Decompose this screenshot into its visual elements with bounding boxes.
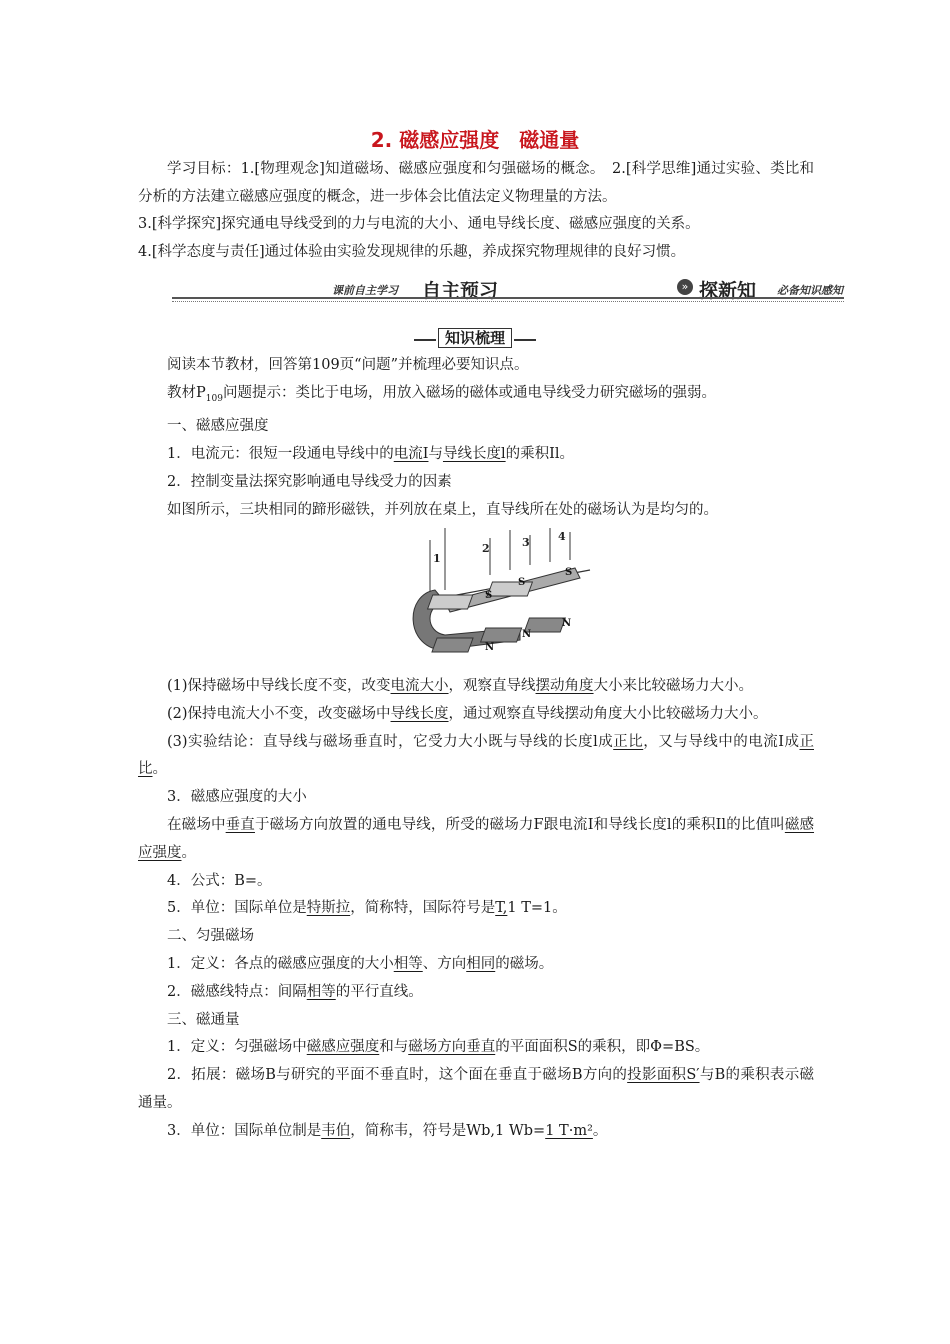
section-banner [172, 278, 844, 300]
banner-right-label: 必备知识感知 [777, 284, 843, 297]
objective-1-2: 学习目标：1.[物理观念]知道磁场、磁感应强度和匀强磁场的概念。 2.[科学思维]通过实验、类比和分析的方法建立磁感应强度的概念，进一步体会比值法定义物理量的方法。 [138, 161, 814, 205]
content-block-2 [138, 673, 814, 1146]
uniform-field-definition: 1．定义：各点的磁感应强度的大小相等、方向相同的磁场。 [167, 955, 554, 972]
horseshoe-magnets-figure [400, 520, 600, 670]
flux-definition: 1．定义：匀强磁场中磁感应强度和与磁场方向垂直的平面面积S的乘积，即Φ=BS。 [167, 1039, 710, 1056]
pole-s-1: S [485, 590, 493, 601]
intro-2: 教材$P_{109}$问题提示：类比于电场，用放入磁场的磁体或通电导线受力研究磁场的强弱。 [167, 384, 716, 404]
banner-arrow-icon: » [677, 279, 693, 295]
banner-title-2: 探新知 [699, 280, 757, 302]
label-4: 4 [558, 530, 566, 543]
pole-n-1: N [485, 642, 495, 653]
label-2: 2 [482, 542, 490, 555]
flux-unit: 3．单位：国际单位制是韦伯，简称韦，符号是Wb,1 Wb=1 T·m²。 [167, 1122, 608, 1139]
section-heading-label: 知识梳理 [438, 328, 512, 348]
pole-s-2: S [518, 577, 526, 588]
heading-1: 一、磁感应强度 [167, 418, 269, 435]
flux-extension: 2．拓展：磁场B与研究的平面不垂直时，这个面在垂直于磁场B方向的投影面积S′与B的乘积表示磁通量。 [138, 1067, 814, 1111]
banner-rule [172, 297, 844, 299]
heading-2: 二、匀强磁场 [167, 928, 254, 945]
content-block-1 [138, 352, 814, 525]
label-3: 3 [522, 536, 530, 549]
pole-s-3: S [565, 567, 573, 578]
item-formula: 4．公式：B=。 [167, 872, 272, 889]
page-title: 2. 磁感应强度 磁通量 [370, 128, 580, 152]
heading-3: 三、磁通量 [167, 1011, 240, 1028]
experiment-step-2: (2)保持电流大小不变，改变磁场中导线长度，通过观察直导线摆动角度大小比较磁场力大小。 [167, 705, 768, 722]
item-unit: 5．单位：国际单位是特斯拉，简称特，国际符号是T,1 T=1。 [167, 900, 567, 917]
experiment-conclusion: (3)实验结论：直导线与磁场垂直时，它受力大小既与导线的长度l成正比，又与导线中的电流I成正比。 [138, 733, 814, 778]
banner-rule-dotted [172, 301, 844, 302]
item-current-element: 1．电流元：很短一段通电导线中的电流I与导线长度l的乘积Il。 [167, 446, 574, 463]
learning-objectives [138, 156, 814, 266]
section-heading [0, 328, 950, 350]
pole-n-2: N [522, 629, 532, 640]
figure-description: 如图所示，三块相同的蹄形磁铁，并列放在桌上，直导线所在处的磁场认为是均匀的。 [167, 501, 718, 518]
item-control-variable: 2．控制变量法探究影响通电导线受力的因素 [167, 474, 452, 491]
banner-title-1: 自主预习 [422, 280, 499, 302]
banner-left-label: 课前自主学习 [332, 284, 398, 297]
pole-n-3: N [562, 618, 572, 629]
item-magnitude: 3．磁感应强度的大小 [167, 789, 307, 806]
magnitude-definition: 在磁场中垂直于磁场方向放置的通电导线，所受的磁场力F跟电流I和导线长度l的乘积Il的比值叫磁感应强度。 [138, 816, 815, 861]
label-1: 1 [433, 552, 441, 565]
field-line-feature: 2．磁感线特点：间隔相等的平行直线。 [167, 983, 423, 1000]
objective-3: 3.[科学探究]探究通电导线受到的力与电流的大小、通电导线长度、磁感应强度的关系。 [138, 216, 700, 232]
objective-4: 4.[科学态度与责任]通过体验由实验发现规律的乐趣，养成探究物理规律的良好习惯。 [138, 243, 686, 260]
intro-1: 阅读本节教材，回答第109页“问题”并梳理必要知识点。 [167, 357, 529, 373]
experiment-step-1: (1)保持磁场中导线长度不变，改变电流大小，观察直导线摆动角度大小来比较磁场力大小。 [167, 678, 754, 694]
